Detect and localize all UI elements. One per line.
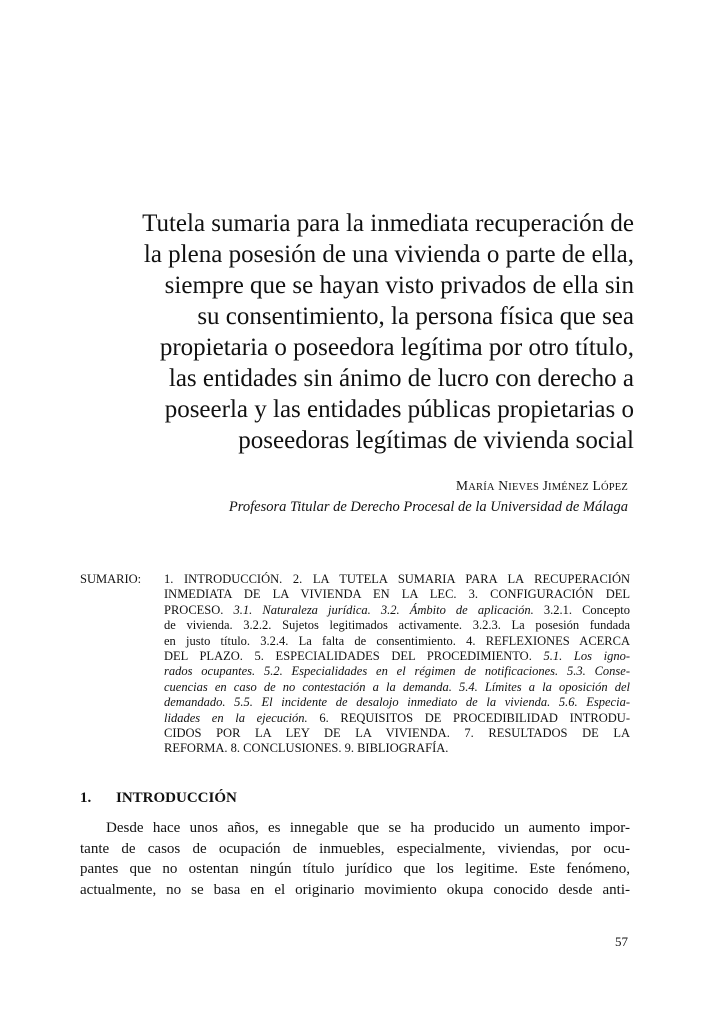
title-line: su consentimiento, la persona física que sea [197,303,634,330]
author-name: MARÍA NIEVES JIMÉNEZ LÓPEZ [456,478,628,493]
title-line: propietaria o poseedora legítima por otro título, [159,334,634,361]
section-title: INTRODUCCIÓN [116,790,237,806]
title-line: poseerla y las entidades públicas propietarias o [164,396,634,423]
author-affiliation: Profesora Titular de Derecho Procesal de la Universidad de Málaga [228,499,628,515]
title-line: la plena posesión de una vivienda o parte de ella, [143,241,634,268]
paragraph-line: Desde hace unos años, es innegable que se ha producido un aumento impor- [106,820,630,836]
title-line: las entidades sin ánimo de lucro con derecho a [168,365,634,392]
title-line: siempre que se hayan visto privados de ella sin [164,272,634,299]
section-heading [80,790,237,807]
summary-line: lidades en la ejecución. 6. REQUISITOS DE PROCEDIBILIDAD INTRODU- [164,710,630,725]
summary-line: PROCESO. 3.1. Naturaleza jurídica. 3.2. Ámbito de aplicación. 3.2.1. Concepto [164,602,630,617]
section-number: 1. [80,790,92,806]
page-number: 57 [615,934,628,949]
paragraph-line: tante de casos de ocupación de inmuebles, especialmente, viviendas, por ocu- [80,840,630,857]
title-line: poseedoras legítimas de vivienda social [238,427,634,454]
summary-line: 1. INTRODUCCIÓN. 2. LA TUTELA SUMARIA PARA LA RECUPERACIÓN [164,572,630,586]
paragraph-line: pantes que no ostentan ningún título jurídico que los legitime. Este fenómeno, [80,861,630,877]
summary-line: DEL PLAZO. 5. ESPECIALIDADES DEL PROCEDIMIENTO. 5.1. Los igno- [164,649,630,664]
summary-line: en justo título. 3.2.4. La falta de consentimiento. 4. REFLEXIONES ACERCA [164,633,630,648]
summary-line: CIDOS POR LA LEY DE LA VIVIENDA. 7. RESULTADOS DE LA [164,726,630,741]
summary-line: demandado. 5.5. El incidente de desalojo inmediato de la vivienda. 5.6. Especia- [164,695,630,710]
summary-line: de vivienda. 3.2.2. Sujetos legitimados activamente. 3.2.3. La posesión fundada [164,618,630,633]
summary-label: SUMARIO: [80,572,142,586]
paragraph-line: actualmente, no se basa en el originario movimiento okupa conocido desde anti- [80,881,630,898]
summary-line: INMEDIATA DE LA VIVIENDA EN LA LEC. 3. CONFIGURACIÓN DEL [164,587,630,602]
summary-line: REFORMA. 8. CONCLUSIONES. 9. BIBLIOGRAFÍA. [164,741,449,756]
summary-line: cuencias en caso de no contestación a la demanda. 5.4. Límites a la oposición del [164,679,630,694]
title-line: Tutela sumaria para la inmediata recuperación de [142,210,634,237]
body-paragraph [80,818,630,900]
summary-contents [164,572,630,757]
summary-line: rados ocupantes. 5.2. Especialidades en el régimen de notificaciones. 5.3. Conse- [164,664,630,679]
article-title [78,208,634,456]
